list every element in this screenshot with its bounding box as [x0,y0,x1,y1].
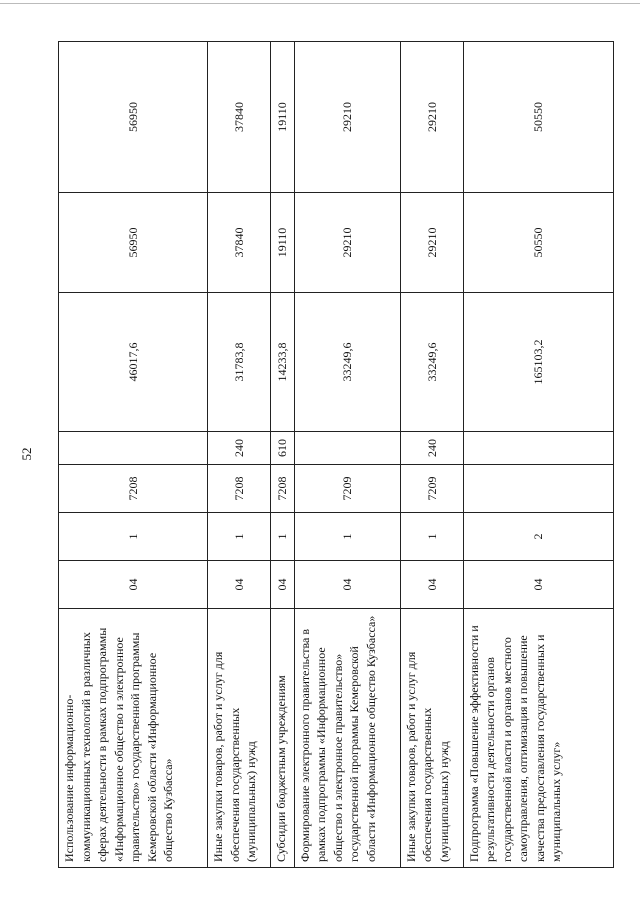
amount-year-2: 29210 [294,193,400,293]
target-article-code: 7208 [208,465,271,513]
page-top-border [0,3,640,4]
row-description: Иные закупки товаров, работ и услуг для обеспечения государственных (муниципальных) нужд [400,609,463,868]
amount-year-3: 29210 [400,42,463,193]
amount-year-3: 56950 [59,42,208,193]
subsection-code: 1 [208,513,271,561]
section-code: 04 [208,561,271,609]
table-row [208,42,271,868]
amount-year-1: 46017,6 [59,293,208,432]
row-description: Использование информационно-коммуникационных технологий в различных сферах деятельности в рамках подпрограммы «Информационное общество и электронное правительство» государственной программы Кемеровской области «Информационное общество Кузбасса» [59,609,208,868]
expense-type-code [463,432,613,465]
amount-year-1: 33249,6 [294,293,400,432]
target-article-code [463,465,613,513]
amount-year-2: 56950 [59,193,208,293]
section-code: 04 [270,561,294,609]
amount-year-2: 37840 [208,193,271,293]
amount-year-2: 50550 [463,193,613,293]
subsection-code: 2 [463,513,613,561]
row-description: Субсидии бюджетным учреждениям [270,609,294,868]
expense-type-code [59,432,208,465]
target-article-code: 7208 [59,465,208,513]
amount-year-2: 19110 [270,193,294,293]
subsection-code: 1 [270,513,294,561]
expense-type-code: 610 [270,432,294,465]
row-description: Формирование электронного правительства в рамках подпрограммы «Информационное общество и электронное правительство» государственной программы Кемеровской области «Информационное общество Кузбасса» [294,609,400,868]
section-code: 04 [400,561,463,609]
section-code: 04 [294,561,400,609]
page-number: 52 [19,447,34,461]
section-code: 04 [463,561,613,609]
target-article-code: 7209 [400,465,463,513]
amount-year-3: 19110 [270,42,294,193]
subsection-code: 1 [400,513,463,561]
target-article-code: 7208 [270,465,294,513]
amount-year-3: 29210 [294,42,400,193]
amount-year-3: 50550 [463,42,613,193]
expense-type-code [294,432,400,465]
target-article-code: 7209 [294,465,400,513]
amount-year-1: 165103,2 [463,293,613,432]
table-row [294,42,400,868]
expense-type-code: 240 [208,432,271,465]
amount-year-3: 37840 [208,42,271,193]
table-row [270,42,294,868]
row-description: Иные закупки товаров, работ и услуг для обеспечения государственных (муниципальных) нужд [208,609,271,868]
rotated-budget-table-wrapper [58,42,614,868]
subsection-code: 1 [294,513,400,561]
table-row [59,42,208,868]
expense-type-code: 240 [400,432,463,465]
subsection-code: 1 [59,513,208,561]
table-row [463,42,613,868]
amount-year-1: 14233,8 [270,293,294,432]
section-code: 04 [59,561,208,609]
table-row [400,42,463,868]
amount-year-1: 31783,8 [208,293,271,432]
row-description: Подпрограмма «Повышение эффективности и результативности деятельности органов государственной власти и органов местного самоуправления, оптимизация и повышение качества предоставления государственных и муниципальных услуг» [463,609,613,868]
budget-table-body [59,42,614,868]
budget-table [58,41,614,868]
amount-year-1: 33249,6 [400,293,463,432]
amount-year-2: 29210 [400,193,463,293]
